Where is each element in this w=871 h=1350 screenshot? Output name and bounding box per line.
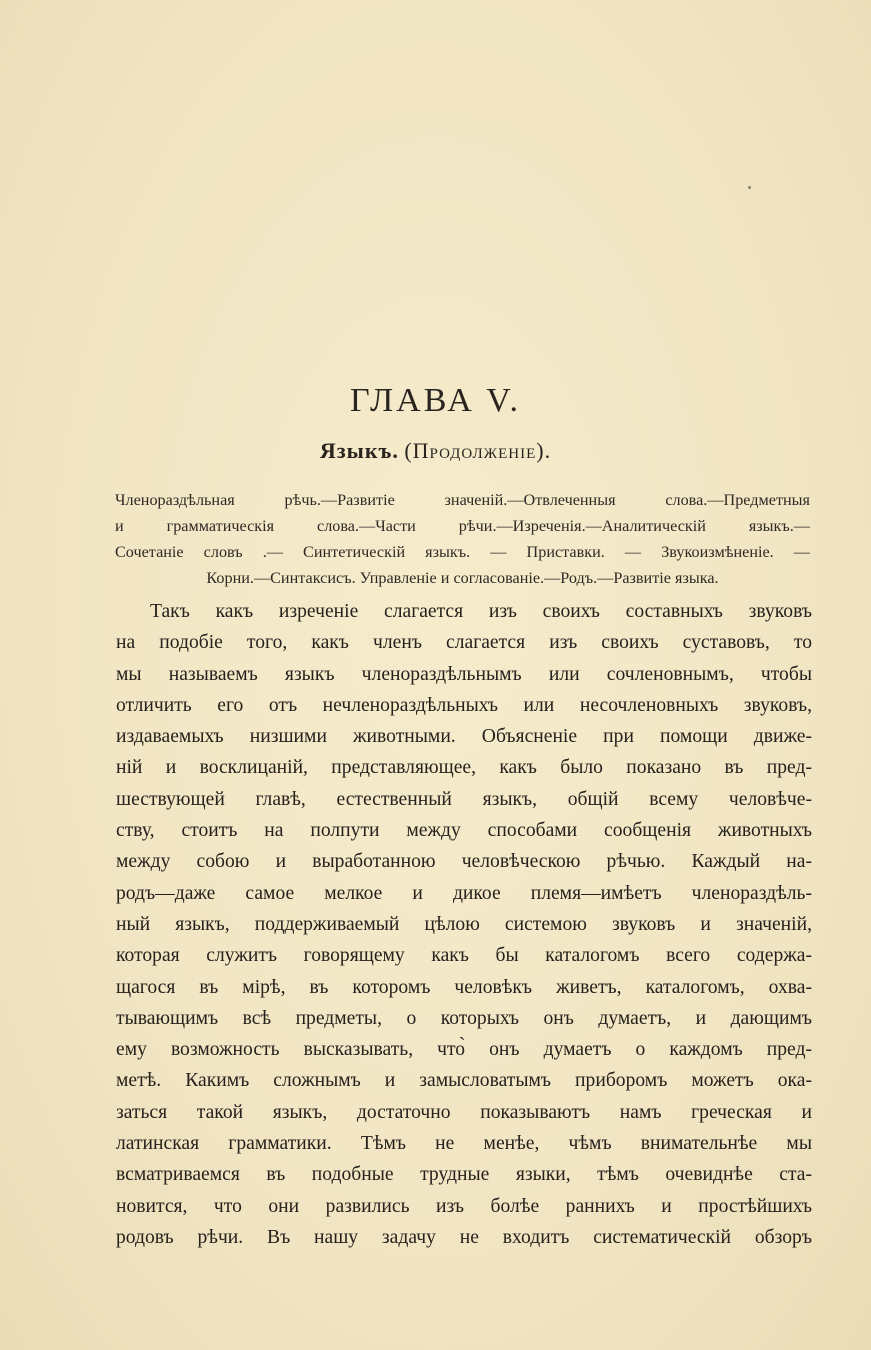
subtitle-continuation: (Продолженіе). bbox=[404, 438, 552, 463]
body-line: ему возможность высказывать, что̀ онъ думаетъ о каждомъ пред- bbox=[116, 1039, 812, 1061]
body-line: шествующей главѣ, естественный языкъ, общій всему человѣче- bbox=[116, 788, 812, 810]
body-paragraph bbox=[116, 596, 812, 1253]
body-line: которая служитъ говорящему какъ бы каталогомъ всего содержа- bbox=[116, 945, 812, 967]
chapter-title: ГЛАВА V. bbox=[350, 382, 521, 419]
body-line: между собою и выработанною человѣческою рѣчью. Каждый на- bbox=[116, 851, 812, 873]
body-line: на подобіе того, какъ членъ слагается изъ своихъ суставовъ, то bbox=[116, 632, 812, 654]
body-line: тывающимъ всѣ предметы, о которыхъ онъ думаетъ, и дающимъ bbox=[116, 1007, 812, 1029]
body-line: мы называемъ языкъ членораздѣльнымъ или сочленовнымъ, чтобы bbox=[116, 663, 812, 685]
body-line: ній и восклицаній, представляющее, какъ было показано въ пред- bbox=[116, 757, 812, 779]
body-line: ству, стоитъ на полпути между способами сообщенія животныхъ bbox=[116, 820, 812, 842]
body-line: новится, что они развились изъ болѣе раннихъ и простѣйшихъ bbox=[116, 1195, 812, 1217]
body-line: ный языкъ, поддерживаемый цѣлою системою звуковъ и значеній, bbox=[116, 913, 812, 935]
summary-line: Сочетаніе словъ .— Синтетическій языкъ. — Приставки. — Звукоизмѣненіе. — bbox=[115, 543, 810, 561]
chapter-subtitle bbox=[0, 438, 871, 464]
body-line: заться такой языкъ, достаточно показываютъ намъ греческая и bbox=[116, 1101, 812, 1123]
body-line: всматриваемся въ подобные трудные языки, тѣмъ очевиднѣе ста- bbox=[116, 1164, 812, 1186]
subtitle-topic: Языкъ. bbox=[319, 438, 399, 463]
summary-line: Корни.—Синтаксисъ. Управленіе и согласованіе.—Родъ.—Развитіе языка. bbox=[206, 569, 719, 587]
body-line: издаваемыхъ низшими животными. Объясненіе при помощи движе- bbox=[116, 726, 812, 748]
body-line: родъ—даже самое мелкое и дикое племя—имѣетъ членораздѣль- bbox=[116, 882, 812, 904]
chapter-summary bbox=[115, 487, 810, 591]
show-through-texture bbox=[80, 95, 840, 395]
body-line: щагося въ мірѣ, въ которомъ человѣкъ живетъ, каталогомъ, охва- bbox=[116, 976, 812, 998]
body-line: метѣ. Какимъ сложнымъ и замысловатымъ приборомъ можетъ ока- bbox=[116, 1070, 812, 1092]
paper-speck bbox=[748, 186, 751, 189]
body-line: Такъ какъ изреченіе слагается изъ своихъ составныхъ звуковъ bbox=[150, 601, 812, 622]
body-line: отличить его отъ нечленораздѣльныхъ или несочленовныхъ звуковъ, bbox=[116, 694, 812, 716]
body-line: родовъ рѣчи. Въ нашу задачу не входитъ систематическій обзоръ bbox=[116, 1226, 812, 1248]
summary-line: Членораздѣльная рѣчь.—Развитіе значеній.—Отвлеченныя слова.—Предметныя bbox=[115, 491, 810, 509]
summary-line: и грамматическія слова.—Части рѣчи.—Изреченія.—Аналитическій языкъ.— bbox=[115, 517, 810, 535]
body-line: латинская грамматики. Тѣмъ не менѣе, чѣмъ внимательнѣе мы bbox=[116, 1133, 812, 1155]
